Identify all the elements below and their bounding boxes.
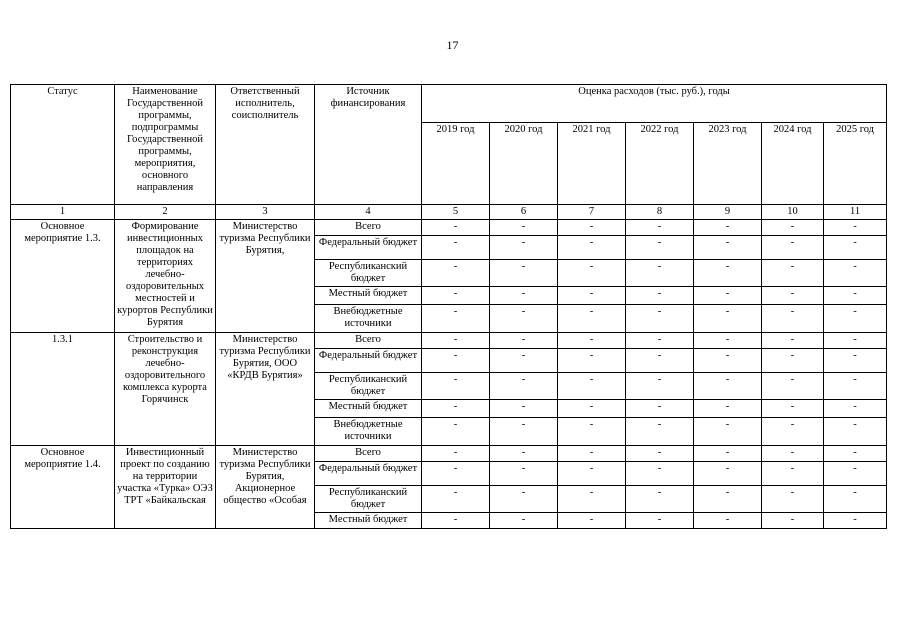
row-value-cell: - [490,236,558,260]
row-source-cell: Местный бюджет [315,287,422,305]
row-value-cell: - [762,260,824,287]
row-source-cell: Федеральный бюджет [315,349,422,373]
row-value-cell: - [694,400,762,418]
row-value-cell: - [694,349,762,373]
row-value-cell: - [490,462,558,486]
row-value-cell: - [762,446,824,462]
header-estimate: Оценка расходов (тыс. руб.), годы [422,85,887,123]
table-row [11,446,887,462]
row-value-cell: - [626,333,694,349]
row-value-cell: - [694,462,762,486]
row-status-cell: Основное мероприятие 1.3. [11,220,115,333]
row-value-cell: - [626,260,694,287]
row-value-cell: - [694,446,762,462]
table-row [11,220,887,236]
row-value-cell: - [490,260,558,287]
header-source: Источник финансирования [315,85,422,205]
row-value-cell: - [824,220,887,236]
row-status-cell: Основное мероприятие 1.4. [11,446,115,529]
row-value-cell: - [422,305,490,333]
row-source-cell: Местный бюджет [315,513,422,529]
row-value-cell: - [490,400,558,418]
column-number: 8 [626,205,694,220]
row-value-cell: - [762,373,824,400]
row-value-cell: - [762,400,824,418]
column-number: 5 [422,205,490,220]
row-value-cell: - [762,486,824,513]
row-value-cell: - [762,305,824,333]
column-number: 9 [694,205,762,220]
row-name-cell: Инвестиционный проект по созданию на территории участка «Турка» ОЭЗ ТРТ «Байкальская [115,446,216,529]
row-value-cell: - [490,349,558,373]
row-value-cell: - [490,305,558,333]
column-number: 4 [315,205,422,220]
row-name-cell: Формирование инвестиционных площадок на территориях лечебно-оздоровительных местностей и курортов Республики Бурятия [115,220,216,333]
row-value-cell: - [824,260,887,287]
expense-table [10,84,887,529]
row-value-cell: - [558,418,626,446]
header-year: 2025 год [824,123,887,205]
row-value-cell: - [558,349,626,373]
row-value-cell: - [824,486,887,513]
row-value-cell: - [694,236,762,260]
row-value-cell: - [762,220,824,236]
row-value-cell: - [626,220,694,236]
row-value-cell: - [694,513,762,529]
row-value-cell: - [422,236,490,260]
row-value-cell: - [558,462,626,486]
row-value-cell: - [694,333,762,349]
row-value-cell: - [626,373,694,400]
row-value-cell: - [490,333,558,349]
row-value-cell: - [422,446,490,462]
row-source-cell: Республиканский бюджет [315,373,422,400]
row-source-cell: Всего [315,446,422,462]
row-value-cell: - [558,287,626,305]
row-value-cell: - [626,400,694,418]
table-body [11,220,887,529]
row-value-cell: - [558,236,626,260]
row-value-cell: - [558,373,626,400]
column-number: 2 [115,205,216,220]
row-value-cell: - [694,373,762,400]
row-value-cell: - [626,462,694,486]
row-value-cell: - [762,462,824,486]
row-value-cell: - [824,513,887,529]
column-number: 7 [558,205,626,220]
row-source-cell: Внебюджетные источники [315,305,422,333]
row-value-cell: - [626,287,694,305]
header-responsible: Ответственный исполнитель, соисполнитель [216,85,315,205]
header-name: Наименование Государственной программы, подпрограммы Государственной программы, мероприятия, основного направления [115,85,216,205]
column-number: 3 [216,205,315,220]
row-value-cell: - [626,513,694,529]
row-value-cell: - [490,373,558,400]
header-year: 2024 год [762,123,824,205]
column-number-row [11,205,887,220]
row-value-cell: - [626,446,694,462]
row-source-cell: Республиканский бюджет [315,486,422,513]
row-value-cell: - [422,220,490,236]
row-value-cell: - [558,446,626,462]
header-year: 2023 год [694,123,762,205]
row-value-cell: - [422,260,490,287]
row-value-cell: - [824,446,887,462]
row-value-cell: - [626,305,694,333]
row-value-cell: - [422,486,490,513]
row-value-cell: - [422,418,490,446]
row-value-cell: - [762,513,824,529]
row-status-cell: 1.3.1 [11,333,115,446]
header-status: Статус [11,85,115,205]
row-value-cell: - [558,220,626,236]
row-value-cell: - [824,333,887,349]
row-value-cell: - [694,486,762,513]
header-year: 2021 год [558,123,626,205]
row-value-cell: - [422,462,490,486]
row-value-cell: - [694,418,762,446]
row-value-cell: - [558,333,626,349]
row-value-cell: - [422,373,490,400]
column-number: 1 [11,205,115,220]
row-value-cell: - [824,236,887,260]
row-value-cell: - [824,287,887,305]
row-source-cell: Федеральный бюджет [315,462,422,486]
table-row [11,333,887,349]
page-number: 17 [446,38,459,52]
row-value-cell: - [490,446,558,462]
row-value-cell: - [694,305,762,333]
row-value-cell: - [824,462,887,486]
row-value-cell: - [490,287,558,305]
row-value-cell: - [824,418,887,446]
row-value-cell: - [558,513,626,529]
row-responsible-cell: Министерство туризма Республики Бурятия, ООО «КРДВ Бурятия» [216,333,315,446]
row-value-cell: - [422,513,490,529]
row-value-cell: - [558,400,626,418]
row-name-cell: Строительство и реконструкция лечебно-оздоровительного комплекса курорта Горячинск [115,333,216,446]
column-number: 6 [490,205,558,220]
row-responsible-cell: Министерство туризма Республики Бурятия, Акционерное общество «Особая [216,446,315,529]
row-value-cell: - [824,373,887,400]
row-source-cell: Всего [315,333,422,349]
row-value-cell: - [422,400,490,418]
row-value-cell: - [824,349,887,373]
row-value-cell: - [824,305,887,333]
row-value-cell: - [694,220,762,236]
row-source-cell: Внебюджетные источники [315,418,422,446]
row-value-cell: - [422,333,490,349]
row-value-cell: - [490,486,558,513]
header-year: 2019 год [422,123,490,205]
row-value-cell: - [490,513,558,529]
row-value-cell: - [558,260,626,287]
row-value-cell: - [490,220,558,236]
row-responsible-cell: Министерство туризма Республики Бурятия, [216,220,315,333]
row-value-cell: - [422,349,490,373]
column-number: 10 [762,205,824,220]
row-source-cell: Федеральный бюджет [315,236,422,260]
row-value-cell: - [762,333,824,349]
row-value-cell: - [558,305,626,333]
row-value-cell: - [694,260,762,287]
row-value-cell: - [558,486,626,513]
row-value-cell: - [626,236,694,260]
row-value-cell: - [762,236,824,260]
row-value-cell: - [626,418,694,446]
row-source-cell: Местный бюджет [315,400,422,418]
row-source-cell: Республиканский бюджет [315,260,422,287]
row-value-cell: - [626,486,694,513]
row-value-cell: - [762,349,824,373]
header-year: 2020 год [490,123,558,205]
row-source-cell: Всего [315,220,422,236]
row-value-cell: - [490,418,558,446]
row-value-cell: - [626,349,694,373]
column-number: 11 [824,205,887,220]
row-value-cell: - [422,287,490,305]
row-value-cell: - [824,400,887,418]
row-value-cell: - [694,287,762,305]
header-year: 2022 год [626,123,694,205]
row-value-cell: - [762,287,824,305]
row-value-cell: - [762,418,824,446]
